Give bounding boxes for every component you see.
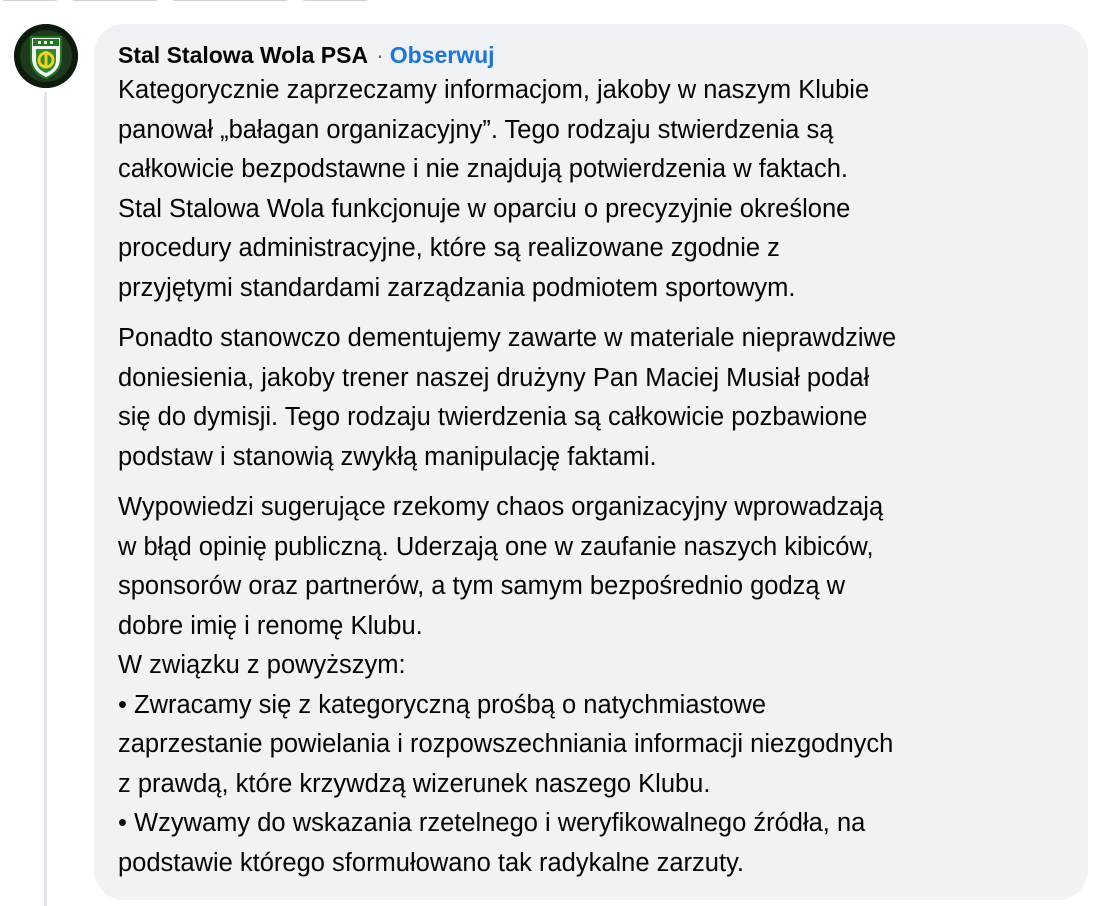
previous-content-fragment xyxy=(0,0,480,6)
comment-bubble xyxy=(94,24,1088,900)
club-crest-icon xyxy=(14,24,78,88)
thread-line xyxy=(44,92,47,906)
header-separator: · xyxy=(376,42,384,68)
comment-header xyxy=(118,40,1064,70)
text-line: Stal Stalowa Wola funkcjonuje w oparciu o precyzyjnie określone xyxy=(118,194,851,223)
text-line: W związku z powyższym: xyxy=(118,651,406,679)
follow-button[interactable]: Obserwuj xyxy=(389,42,495,68)
text-line: doniesienia, jakoby trener naszej drużyny Pan Maciej Musiał podał xyxy=(118,363,870,392)
bullet-line: • Wzywamy do wskazania rzetelnego i weryfikowalnego źródła, na xyxy=(118,809,866,837)
text-line: przyjętymi standardami zarządzania podmiotem sportowym. xyxy=(118,273,796,302)
comment-paragraph xyxy=(118,488,1064,883)
text-line: Ponadto stanowczo dementujemy zawarte w materiale nieprawdziwe xyxy=(118,324,897,352)
text-line: się do dymisji. Tego rodzaju twierdzenia są całkowicie pozbawione xyxy=(118,403,868,431)
text-line: Wypowiedzi sugerujące rzekomy chaos organizacyjny wprowadzają xyxy=(118,493,884,521)
text-line: zaprzestanie powielania i rozpowszechniania informacji niezgodnych xyxy=(118,730,894,758)
text-line: panował „bałagan organizacyjny”. Tego rodzaju stwierdzenia są xyxy=(118,115,834,144)
text-line: Kategorycznie zaprzeczamy informacjom, jakoby w naszym Klubie xyxy=(118,76,870,104)
text-line: dobre imię i renomę Klubu. xyxy=(118,611,423,640)
text-line: całkowicie bezpodstawne i nie znajdują potwierdzenia w faktach. xyxy=(118,155,848,183)
comment-paragraph xyxy=(118,319,1064,477)
bullet-line: • Zwracamy się z kategoryczną prośbą o natychmiastowe xyxy=(118,690,767,719)
text-line: w błąd opinię publiczną. Uderzają one w zaufanie naszych kibiców, xyxy=(118,532,874,561)
author-name[interactable]: Stal Stalowa Wola PSA xyxy=(118,42,369,68)
text-line: z prawdą, które krzywdzą wizerunek naszego Klubu. xyxy=(118,769,711,798)
comment-paragraph xyxy=(118,71,1064,308)
text-line: procedury administracyjne, które są realizowane zgodnie z xyxy=(118,234,780,262)
text-line: podstawie którego sformułowano tak radykalne zarzuty. xyxy=(118,848,745,877)
text-line: sponsorów oraz partnerów, a tym samym bezpośrednio godzą w xyxy=(118,572,846,600)
avatar[interactable] xyxy=(14,24,78,88)
text-line: podstaw i stanowią zwykłą manipulację faktami. xyxy=(118,442,657,471)
